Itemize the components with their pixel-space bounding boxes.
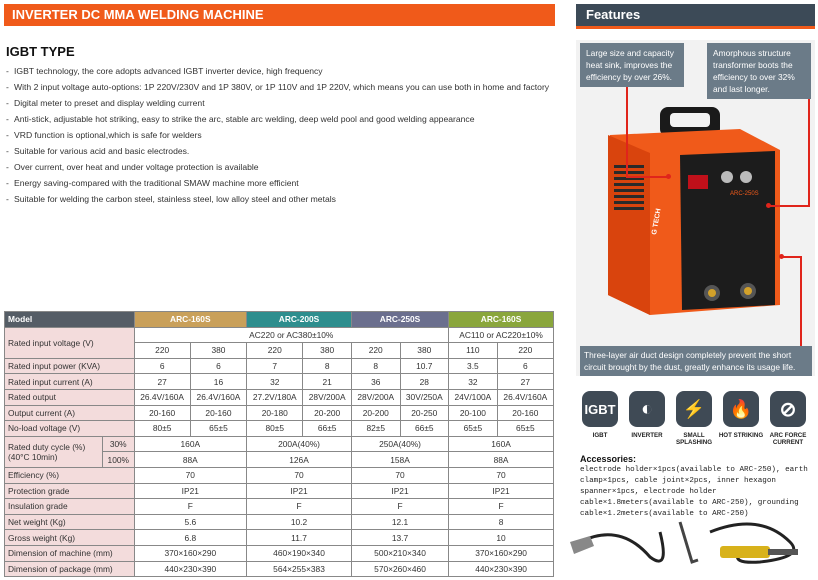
table-header-row — [5, 312, 554, 328]
features-underline — [576, 26, 815, 29]
table-cell: 10.2 — [247, 514, 352, 530]
heat-sink-callout: Large size and capacity heat sink, improves the efficiency by over 26%. — [580, 43, 684, 87]
table-cell: 160A — [134, 436, 247, 452]
transformer-callout: Amorphous structure transformer boots the efficiency to over 32% and last longer. — [707, 43, 811, 99]
table-cell: 27 — [497, 374, 553, 390]
table-cell: IP21 — [134, 483, 247, 499]
table-cell: 160A — [449, 436, 554, 452]
accessories-text: electrode holder×1pcs(available to ARC-250), earth clamp×1pcs, cable joint×2pcs, inner hexagon spanner×1pcs, electrode holder cable×1.8meters(available to ARC-250), grounding cable×1.2meters(available to ARC-250) — [580, 466, 808, 518]
table-cell: 21 — [303, 374, 352, 390]
callout-line — [800, 256, 802, 346]
table-cell: F — [351, 499, 448, 515]
model-arc250s: ARC-250S — [351, 312, 448, 328]
table-row — [5, 358, 554, 374]
table-row — [5, 499, 554, 515]
table-cell: 200A(40%) — [247, 436, 352, 452]
feature-item: - Suitable for welding the carbon steel, stainless steel, low alloy steel and other metals — [6, 191, 556, 207]
table-row — [5, 436, 554, 452]
callout-line — [808, 99, 810, 207]
row-label: Efficiency (%) — [5, 467, 135, 483]
table-row — [5, 530, 554, 546]
feature-item: - Anti-stick, adjustable hot striking, easy to strike the arc, stable arc welding, deep weld pool and good welding appearance — [6, 111, 556, 127]
table-cell: 220 — [351, 343, 400, 359]
row-label: Rated output — [5, 389, 135, 405]
electrode-holder — [720, 546, 770, 558]
row-label: Rated input power (KVA) — [5, 358, 135, 374]
table-cell: 13.7 — [351, 530, 448, 546]
table-cell: 80±5 — [247, 421, 303, 437]
table-cell: 66±5 — [400, 421, 449, 437]
table-cell: AC110 or AC220±10% — [449, 327, 554, 343]
table-cell: 158A — [351, 452, 448, 468]
table-cell: 6 — [190, 358, 246, 374]
igbt-heading: IGBT TYPE — [6, 44, 75, 59]
igbt-icon: IGBT — [582, 391, 618, 427]
table-cell: 20-160 — [134, 405, 190, 421]
feature-list — [6, 63, 556, 207]
table-cell: 70 — [351, 467, 448, 483]
table-cell: 126A — [247, 452, 352, 468]
feature-item: - With 2 input voltage auto-options: 1P 220V/230V and 1P 380V, or 1P 110V and 1P 220V, which means you can use both in home and factory — [6, 79, 556, 95]
table-cell: 20-200 — [303, 405, 352, 421]
row-label: Dimension of machine (mm) — [5, 545, 135, 561]
table-cell: 8 — [351, 358, 400, 374]
machine-model-label: ARC-250S — [730, 191, 759, 197]
inverter-icon: ◐ — [629, 391, 665, 427]
callout-line — [782, 256, 802, 258]
air-duct-callout: Three-layer air duct design completely prevent the short circuit brought by the dust, greatly enhance its usage life. — [580, 346, 812, 376]
table-cell: 32 — [449, 374, 498, 390]
table-cell: 12.1 — [351, 514, 448, 530]
table-row — [5, 561, 554, 577]
accessories-image — [560, 512, 818, 578]
table-cell: F — [247, 499, 352, 515]
table-cell: 370×160×290 — [134, 545, 247, 561]
table-cell: 65±5 — [497, 421, 553, 437]
table-cell: 27.2V/180A — [247, 389, 303, 405]
features-title-text: Features — [586, 7, 641, 22]
table-cell: 20-180 — [247, 405, 303, 421]
table-cell: 6.8 — [134, 530, 247, 546]
table-cell: 88A — [449, 452, 554, 468]
table-row — [5, 389, 554, 405]
row-label: No-load voltage (V) — [5, 421, 135, 437]
arc-force-icon-label: ARC FORCE CURRENT — [769, 432, 807, 446]
table-cell: 65±5 — [449, 421, 498, 437]
table-cell: F — [449, 499, 554, 515]
table-cell: 26.4V/160A — [134, 389, 190, 405]
table-cell: 250A(40%) — [351, 436, 448, 452]
table-cell: 26.4V/160A — [497, 389, 553, 405]
table-row — [5, 327, 554, 343]
callout-line — [626, 87, 628, 177]
table-cell: 6 — [134, 358, 190, 374]
table-cell: 32 — [247, 374, 303, 390]
table-cell: 10 — [449, 530, 554, 546]
table-cell: IP21 — [449, 483, 554, 499]
table-cell: 82±5 — [351, 421, 400, 437]
table-cell: 220 — [247, 343, 303, 359]
feature-item: - Suitable for various acid and basic electrodes. — [6, 143, 556, 159]
table-row — [5, 545, 554, 561]
callout-dot — [766, 203, 771, 208]
table-cell: 380 — [190, 343, 246, 359]
table-cell: IP21 — [247, 483, 352, 499]
table-cell: 570×260×460 — [351, 561, 448, 577]
feature-item: - IGBT technology, the core adopts advanced IGBT inverter device, high frequency — [6, 63, 556, 79]
table-cell: 564×255×383 — [247, 561, 352, 577]
table-cell: 220 — [497, 343, 553, 359]
spec-table — [4, 311, 554, 577]
table-cell: AC220 or AC380±10% — [134, 327, 449, 343]
table-cell: 80±5 — [134, 421, 190, 437]
table-cell: 460×190×340 — [247, 545, 352, 561]
table-cell: 380 — [303, 343, 352, 359]
row-label: Rated input current (A) — [5, 374, 135, 390]
callout-dot — [666, 174, 671, 179]
table-cell: 70 — [449, 467, 554, 483]
callout-dot — [779, 254, 784, 259]
table-cell: 20-160 — [497, 405, 553, 421]
features-title — [576, 4, 815, 26]
table-cell: 70 — [134, 467, 247, 483]
machine-brand-label: G TECH — [651, 208, 663, 236]
inverter-icon-label: INVERTER — [631, 432, 663, 439]
table-cell: 16 — [190, 374, 246, 390]
table-cell: 28V/200A — [303, 389, 352, 405]
row-label: Gross weight (Kg) — [5, 530, 135, 546]
table-cell: 7 — [247, 358, 303, 374]
row-label: Dimension of package (mm) — [5, 561, 135, 577]
row-label: Rated duty cycle (%)(40°C 10min) — [5, 436, 103, 467]
table-cell: 8 — [303, 358, 352, 374]
table-cell: 20-100 — [449, 405, 498, 421]
table-row — [5, 421, 554, 437]
model-arc160s-b: ARC-160S — [449, 312, 554, 328]
row-label: Output current (A) — [5, 405, 135, 421]
table-cell: 20-200 — [351, 405, 400, 421]
small-splashing-icon: ⚡ — [676, 391, 712, 427]
table-cell: 70 — [247, 467, 352, 483]
table-cell: 20-160 — [190, 405, 246, 421]
table-cell: IP21 — [351, 483, 448, 499]
feature-item: - VRD function is optional,which is safe for welders — [6, 127, 556, 143]
table-row — [5, 514, 554, 530]
table-cell: 36 — [351, 374, 400, 390]
callout-line — [768, 205, 810, 207]
hot-striking-icon-label: HOT STRIKING — [718, 432, 764, 439]
table-cell: 24V/100A — [449, 389, 498, 405]
table-cell: 66±5 — [303, 421, 352, 437]
table-cell: 8 — [449, 514, 554, 530]
hot-striking-icon: 🔥 — [723, 391, 759, 427]
table-cell: 440×230×390 — [134, 561, 247, 577]
row-label: Protection grade — [5, 483, 135, 499]
row-label: Insulation grade — [5, 499, 135, 515]
accessories-title: Accessories: — [580, 454, 637, 464]
table-row — [5, 483, 554, 499]
table-row — [5, 374, 554, 390]
table-cell: 28 — [400, 374, 449, 390]
table-cell: 5.6 — [134, 514, 247, 530]
feature-item: - Over current, over heat and under voltage protection is available — [6, 159, 556, 175]
table-cell: 220 — [134, 343, 190, 359]
table-cell: 440×230×390 — [449, 561, 554, 577]
row-label: Net weight (Kg) — [5, 514, 135, 530]
duty-pct: 100% — [103, 452, 135, 468]
table-cell: 28V/200A — [351, 389, 400, 405]
table-cell: 65±5 — [190, 421, 246, 437]
table-cell: 26.4V/160A — [190, 389, 246, 405]
model-arc200s: ARC-200S — [247, 312, 352, 328]
feature-item: - Energy saving-compared with the traditional SMAW machine more efficient — [6, 175, 556, 191]
hex-spanner — [680, 522, 698, 562]
feature-item: - Digital meter to preset and display welding current — [6, 95, 556, 111]
welding-machine-image — [590, 105, 800, 335]
arc-force-icon: ⊘ — [770, 391, 806, 427]
small-splashing-icon-label: SMALL SPLASHING — [675, 432, 713, 446]
igbt-icon-label: IGBT — [592, 432, 608, 439]
duty-pct: 30% — [103, 436, 135, 452]
table-row — [5, 405, 554, 421]
table-cell: 30V/250A — [400, 389, 449, 405]
earth-clamp — [570, 536, 594, 554]
table-cell: 3.5 — [449, 358, 498, 374]
table-cell: 380 — [400, 343, 449, 359]
table-cell: 27 — [134, 374, 190, 390]
table-cell: F — [134, 499, 247, 515]
table-cell: 20-250 — [400, 405, 449, 421]
page-title: INVERTER DC MMA WELDING MACHINE — [4, 4, 555, 26]
table-cell: 370×160×290 — [449, 545, 554, 561]
table-cell: 110 — [449, 343, 498, 359]
table-cell: 11.7 — [247, 530, 352, 546]
model-header: Model — [5, 312, 135, 328]
table-cell: 10.7 — [400, 358, 449, 374]
model-arc160s: ARC-160S — [134, 312, 247, 328]
table-cell: 500×210×340 — [351, 545, 448, 561]
callout-line — [626, 176, 668, 178]
row-label: Rated input voltage (V) — [5, 327, 135, 358]
table-cell: 6 — [497, 358, 553, 374]
table-cell: 88A — [134, 452, 247, 468]
table-row — [5, 467, 554, 483]
